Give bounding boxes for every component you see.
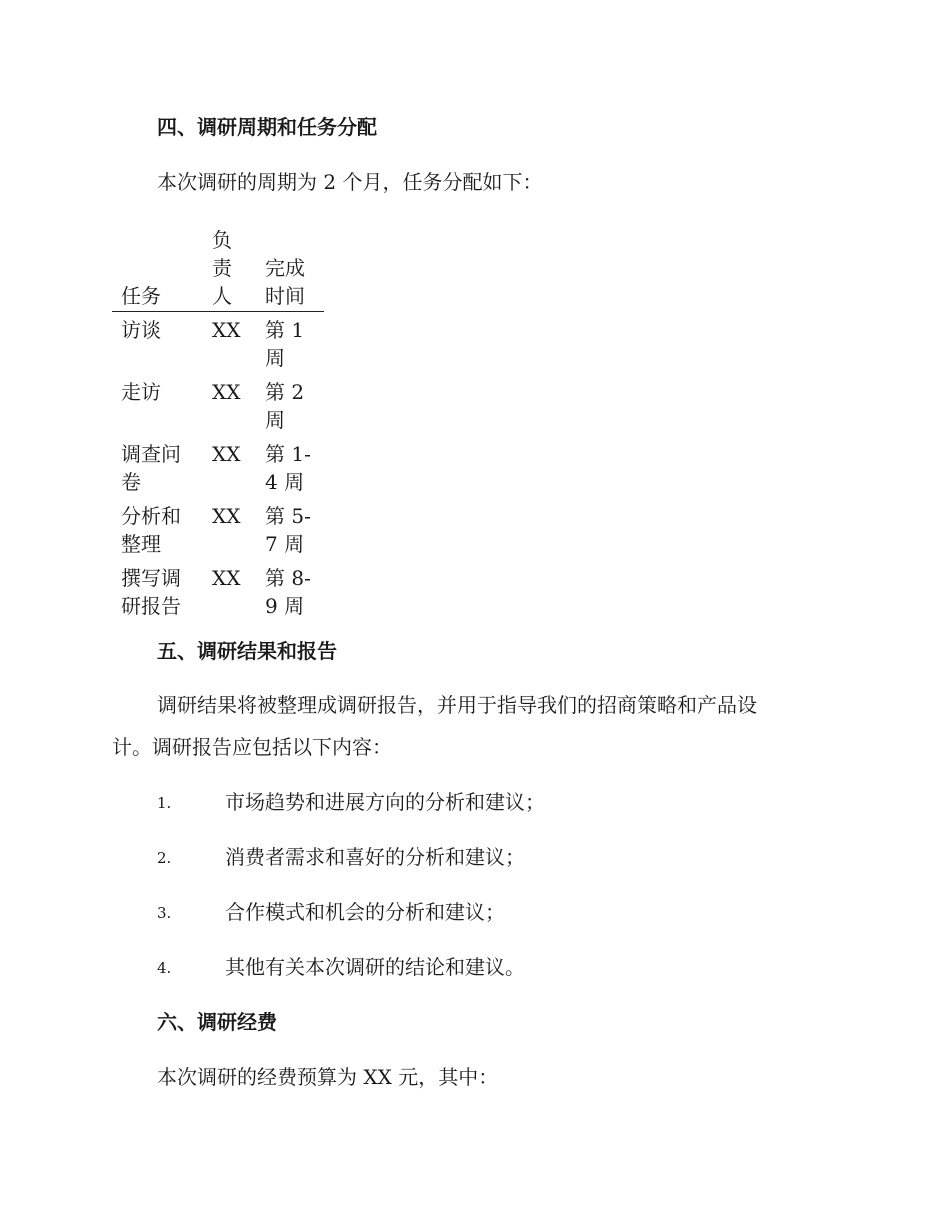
header-time-1: 完成 — [265, 256, 305, 280]
list-item-1-number: 1. — [157, 794, 172, 812]
list-item-1-text: 市场趋势和进展方向的分析和建议； — [225, 790, 545, 814]
header-owner-2: 责 — [212, 256, 232, 280]
header-owner-3: 人 — [212, 284, 232, 308]
table-row-5-time-2: 9 周 — [265, 594, 305, 618]
table-row-4-task-1: 分析和 — [121, 504, 181, 528]
section-4-heading: 四、调研周期和任务分配 — [157, 115, 377, 139]
table-header-rule — [112, 311, 324, 312]
table-row-2-task: 走访 — [121, 380, 161, 404]
table-row-1-time-1: 第 1 — [265, 318, 305, 342]
table-row-2-time-2: 周 — [265, 408, 285, 432]
section-6-intro: 本次调研的经费预算为 XX 元，其中： — [157, 1065, 499, 1089]
section-4-intro: 本次调研的周期为 2 个月，任务分配如下： — [157, 170, 543, 194]
table-row-3-owner: XX — [212, 442, 241, 466]
list-item-4-number: 4. — [157, 959, 172, 977]
table-row-3-task-1: 调查问 — [121, 442, 181, 466]
table-row-1-owner: XX — [212, 318, 241, 342]
header-owner-1: 负 — [212, 228, 232, 252]
table-row-4-task-2: 整理 — [121, 532, 161, 556]
table-row-5-time-1: 第 8- — [265, 566, 311, 590]
table-row-5-owner: XX — [212, 566, 241, 590]
list-item-2-text: 消费者需求和喜好的分析和建议； — [225, 845, 525, 869]
list-item-4-text: 其他有关本次调研的结论和建议。 — [225, 955, 525, 979]
table-row-3-time-2: 4 周 — [265, 470, 305, 494]
section-5-para-line-2: 计。调研报告应包括以下内容： — [112, 735, 392, 759]
list-item-2-number: 2. — [157, 849, 172, 867]
table-row-1-task: 访谈 — [121, 318, 161, 342]
table-row-1-time-2: 周 — [265, 346, 285, 370]
table-row-2-time-1: 第 2 — [265, 380, 305, 404]
section-5-para-line-1: 调研结果将被整理成调研报告，并用于指导我们的招商策略和产品设 — [157, 693, 757, 717]
header-time-2: 时间 — [265, 284, 305, 308]
section-6-heading: 六、调研经费 — [157, 1010, 277, 1034]
table-row-5-task-2: 研报告 — [121, 594, 181, 618]
table-row-4-time-1: 第 5- — [265, 504, 311, 528]
list-item-3-text: 合作模式和机会的分析和建议； — [225, 900, 505, 924]
table-row-3-time-1: 第 1- — [265, 442, 311, 466]
table-row-5-task-1: 撰写调 — [121, 566, 181, 590]
header-task: 任务 — [121, 284, 161, 308]
table-row-2-owner: XX — [212, 380, 241, 404]
table-row-3-task-2: 卷 — [121, 470, 141, 494]
table-row-4-time-2: 7 周 — [265, 532, 305, 556]
section-5-heading: 五、调研结果和报告 — [157, 639, 337, 663]
list-item-3-number: 3. — [157, 904, 172, 922]
table-row-4-owner: XX — [212, 504, 241, 528]
